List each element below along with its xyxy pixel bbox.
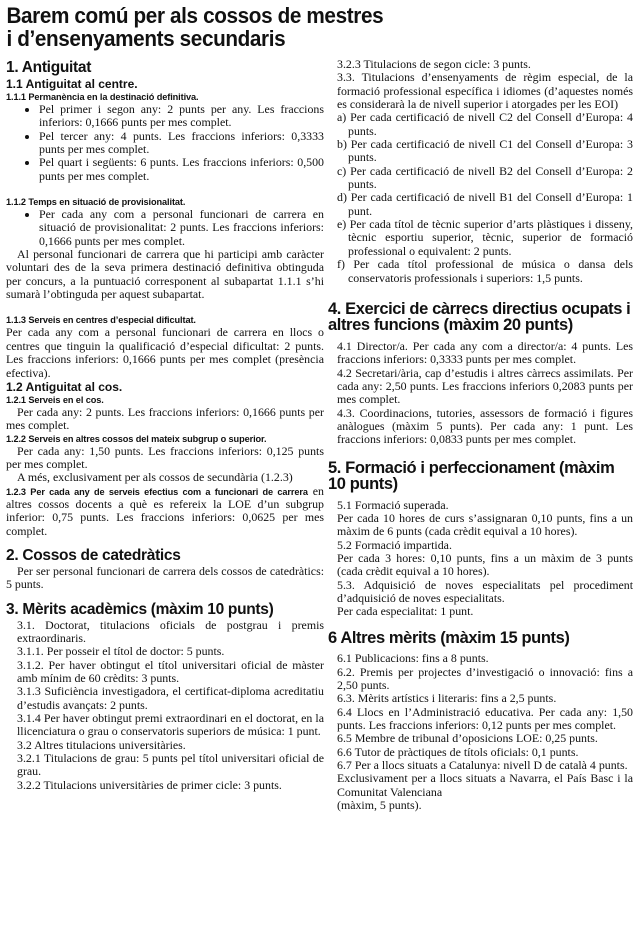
section-3-heading: 3. Mèrits acadèmics (màxim 10 punts): [6, 600, 274, 618]
section-1-1-3-text: Per cada any com a personal funcionari de carrera en llocs o centres que tinguin la qualificació d’especial dificultat: 2 punts. Les fraccions inferiors: 0,1666 punts per mes complet (presència efectiva).: [6, 325, 324, 380]
list-item: d) Per cada certificació de nivell B1 del Consell d’Europa: 1 punt.: [337, 190, 633, 218]
list-item: 3.2 Altres titulacions universitàries.: [17, 737, 186, 752]
section-3-list: [6, 619, 324, 792]
list-item: 3.1. Doctorat, titulacions oficials de postgrau i premis extraordinaris.: [17, 617, 324, 645]
list-item: 3.3. Titulacions d’ensenyaments de règim especial, de la formació professional específica i idiomes (d’aquestes només es considerarà la de nivell superior i atorgades per les EOI): [337, 70, 633, 112]
section-1-2-1-text: Per cada any: 2 punts. Les fraccions inferiors: 0,1666 punts per mes complet.: [6, 404, 324, 433]
left-column: [6, 58, 324, 792]
section-6-heading: 6 Altres mèrits (màxim 15 punts): [328, 628, 570, 647]
page-title: [0, 0, 590, 50]
list-item: b) Per cada certificació de nivell C1 del Consell d’Europa: 3 punts.: [337, 137, 633, 165]
section-1-2-3-heading: 1.2.3 Per cada any de serveis efectius com a funcionari de carrera: [6, 486, 308, 497]
list-item: 6.4 Llocs en l’Administració educativa. Per cada any: 1,50 punts. Les fraccions inferiors: 0,12 punts per mes complet.: [337, 704, 633, 732]
section-1-2-heading: 1.2 Antiguitat al cos.: [6, 379, 123, 394]
section-1-1-2-note: Al personal funcionari de carrera que hi participi amb caràcter voluntari des de la seva primera destinació definitiva obtinguda per concurs, a la puntuació corresponent al subapartat 1.1.1 s’hi sumarà l’obtinguda per aquest subapartat.: [6, 247, 324, 302]
list-item: 6.1 Publicacions: fins a 8 punts.: [337, 651, 489, 666]
list-item: a) Per cada certificació de nivell C2 del Consell d’Europa: 4 punts.: [337, 110, 633, 138]
section-1-2-2-note: A més, exclusivament per als cossos de secundària (1.2.3): [17, 470, 293, 485]
section-1-2-2-heading: 1.2.2 Serveis en altres cossos del mateix subgrup o superior.: [6, 433, 267, 444]
title-line-2: i d’ensenyaments secundaris: [6, 26, 286, 51]
list-item: 3.1.3 Suficiència investigadora, el certificat-diploma acreditatiu d’estudis avançats: 2 punts.: [17, 684, 324, 712]
section-1-2-1-heading: 1.2.1 Serveis en el cos.: [6, 394, 104, 405]
title-line-1: Barem comú per als cossos de mestres: [6, 3, 384, 28]
list-item: 3.1.4 Per haver obtingut premi extraordinari en el doctorat, en la llicenciatura o grau o conservatoris superiors de música: 1 punt.: [17, 711, 324, 739]
list-item: 4.2 Secretari/ària, cap d’estudis i altres càrrecs assimilats. Per cada any: 2,50 punts. Les fraccions inferiors 0,2083 punts per mes complet.: [337, 365, 633, 407]
list-item: Per cada especialitat: 1 punt.: [337, 604, 474, 619]
section-5-heading: 5. Formació i perfeccionament (màxim 10 punts): [328, 458, 615, 494]
list-item: (màxim, 5 punts).: [337, 797, 422, 812]
list-item: Per cada 10 hores de curs s’assignaran 0,10 punts, fins a un màxim de 6 punts (cada crèdit equival a 10 hores).: [337, 510, 633, 539]
list-item: 6.2. Premis per projectes d’investigació o innovació: fins a 2,50 punts.: [337, 664, 633, 692]
list-item: 4.1 Director/a. Per cada any com a director/a: 4 punts. Les fraccions inferiors: 0,3333 punts per mes complet.: [337, 338, 633, 367]
list-item: 5.3. Adquisició de noves especialitats pel procediment d’adquisició de noves especialitats.: [337, 577, 633, 605]
list-item: 3.2.2 Titulacions universitàries de primer cicle: 3 punts.: [17, 777, 282, 792]
section-1-2-3-text: [6, 485, 324, 538]
section-2-text: Per ser personal funcionari de carrera dels cossos de catedràtics: 5 punts.: [6, 563, 324, 592]
section-3-3-letters: [337, 111, 633, 284]
list-item: e) Per cada títol de tècnic superior d’arts plàstiques i disseny, tècnic esportiu superior, tècnic, superior de formació professional o equivalent: 2 punts.: [337, 217, 633, 258]
list-item: • Pel quart i següents: 6 punts. Les fraccions inferiors: 0,500 punts per mes complet.: [39, 156, 324, 183]
section-1-2-2-text: Per cada any: 1,50 punts. Les fraccions inferiors: 0,125 punts per mes complet.: [6, 443, 324, 471]
list-item: Per cada 3 hores: 0,10 punts, fins a un màxim de 3 punts (cada crèdit equival a 10 hores).: [337, 550, 633, 579]
list-item: Exclusivament per a llocs situats a Navarra, el País Basc i la Comunitat Valenciana: [337, 771, 633, 799]
list-item: • Pel tercer any: 4 punts. Les fraccions inferiors: 0,3333 punts per mes complet.: [39, 130, 324, 157]
section-2-heading: 2. Cossos de catedràtics: [6, 546, 181, 564]
list-item: 6.3. Mèrits artístics i literaris: fins a 2,5 punts.: [337, 691, 557, 706]
section-1-1-2-list: [6, 208, 324, 248]
list-item: 3.2.3 Titulacions de segon cicle: 3 punts.: [337, 57, 531, 71]
list-item: • Per cada any com a personal funcionari de carrera en situació de provisionalitat: 2 punts. Les fraccions inferiors: 0,1666 punts per mes complet.: [39, 208, 324, 248]
list-item: f) Per cada títol professional de música o dansa dels conservatoris professionals i superiors: 1,5 punts.: [337, 257, 633, 285]
list-item: 6.6 Tutor de pràctiques de títols oficials: 0,1 punts.: [337, 744, 579, 759]
content-columns: [0, 58, 641, 933]
section-1-1-1-heading: 1.1.1 Permanència en la destinació definitiva.: [6, 92, 199, 102]
section-1-1-heading: 1.1 Antiguitat al centre.: [6, 77, 138, 91]
list-item: 6.7 Per a llocs situats a Catalunya: nivell D de català 4 punts.: [337, 757, 628, 772]
list-item: 3.1.2. Per haver obtingut el títol universitari oficial de màster amb mínim de 60 crèdits: 3 punts.: [17, 657, 324, 685]
list-item: 3.1.1. Per posseir el títol de doctor: 5 punts.: [17, 644, 225, 659]
list-item: 4.3. Coordinacions, tutories, assessors de formació i figures anàlogues (màxim 5 punts). Per cada any: 1 punt. Les fraccions inferiors: 0,0833 punts per mes complet.: [337, 405, 633, 447]
list-item: 3.2.1 Titulacions de grau: 5 punts pel títol universitari oficial de grau.: [17, 751, 324, 779]
section-1-heading: 1. Antiguitat: [6, 59, 92, 76]
right-column: [328, 57, 633, 812]
section-1-1-1-list: [6, 103, 324, 183]
list-item: 6.5 Membre de tribunal d’oposicions LOE: 0,25 punts.: [337, 731, 598, 746]
section-1-2-3-body: en altres cossos docents a què es refereix la LOE d’un subgrup inferior: 0,75 punts. Les fraccions inferiors: 0,0625 per mes complet.: [6, 483, 324, 538]
section-1-1-2-heading: 1.1.2 Temps en situació de provisionalitat.: [6, 197, 186, 208]
section-1-1-3-heading: 1.1.3 Serveis en centres d’especial dificultat.: [6, 315, 196, 326]
list-item: 5.1 Formació superada.: [337, 497, 449, 512]
list-item: 5.2 Formació impartida.: [337, 537, 452, 552]
list-item: • Pel primer i segon any: 2 punts per any. Les fraccions inferiors: 0,1666 punts per mes complet.: [39, 103, 324, 130]
section-4-heading: 4. Exercici de càrrecs directius ocupats i altres funcions (màxim 20 punts): [328, 299, 631, 335]
list-item: c) Per cada certificació de nivell B2 del Consell d’Europa: 2 punts.: [337, 163, 633, 192]
